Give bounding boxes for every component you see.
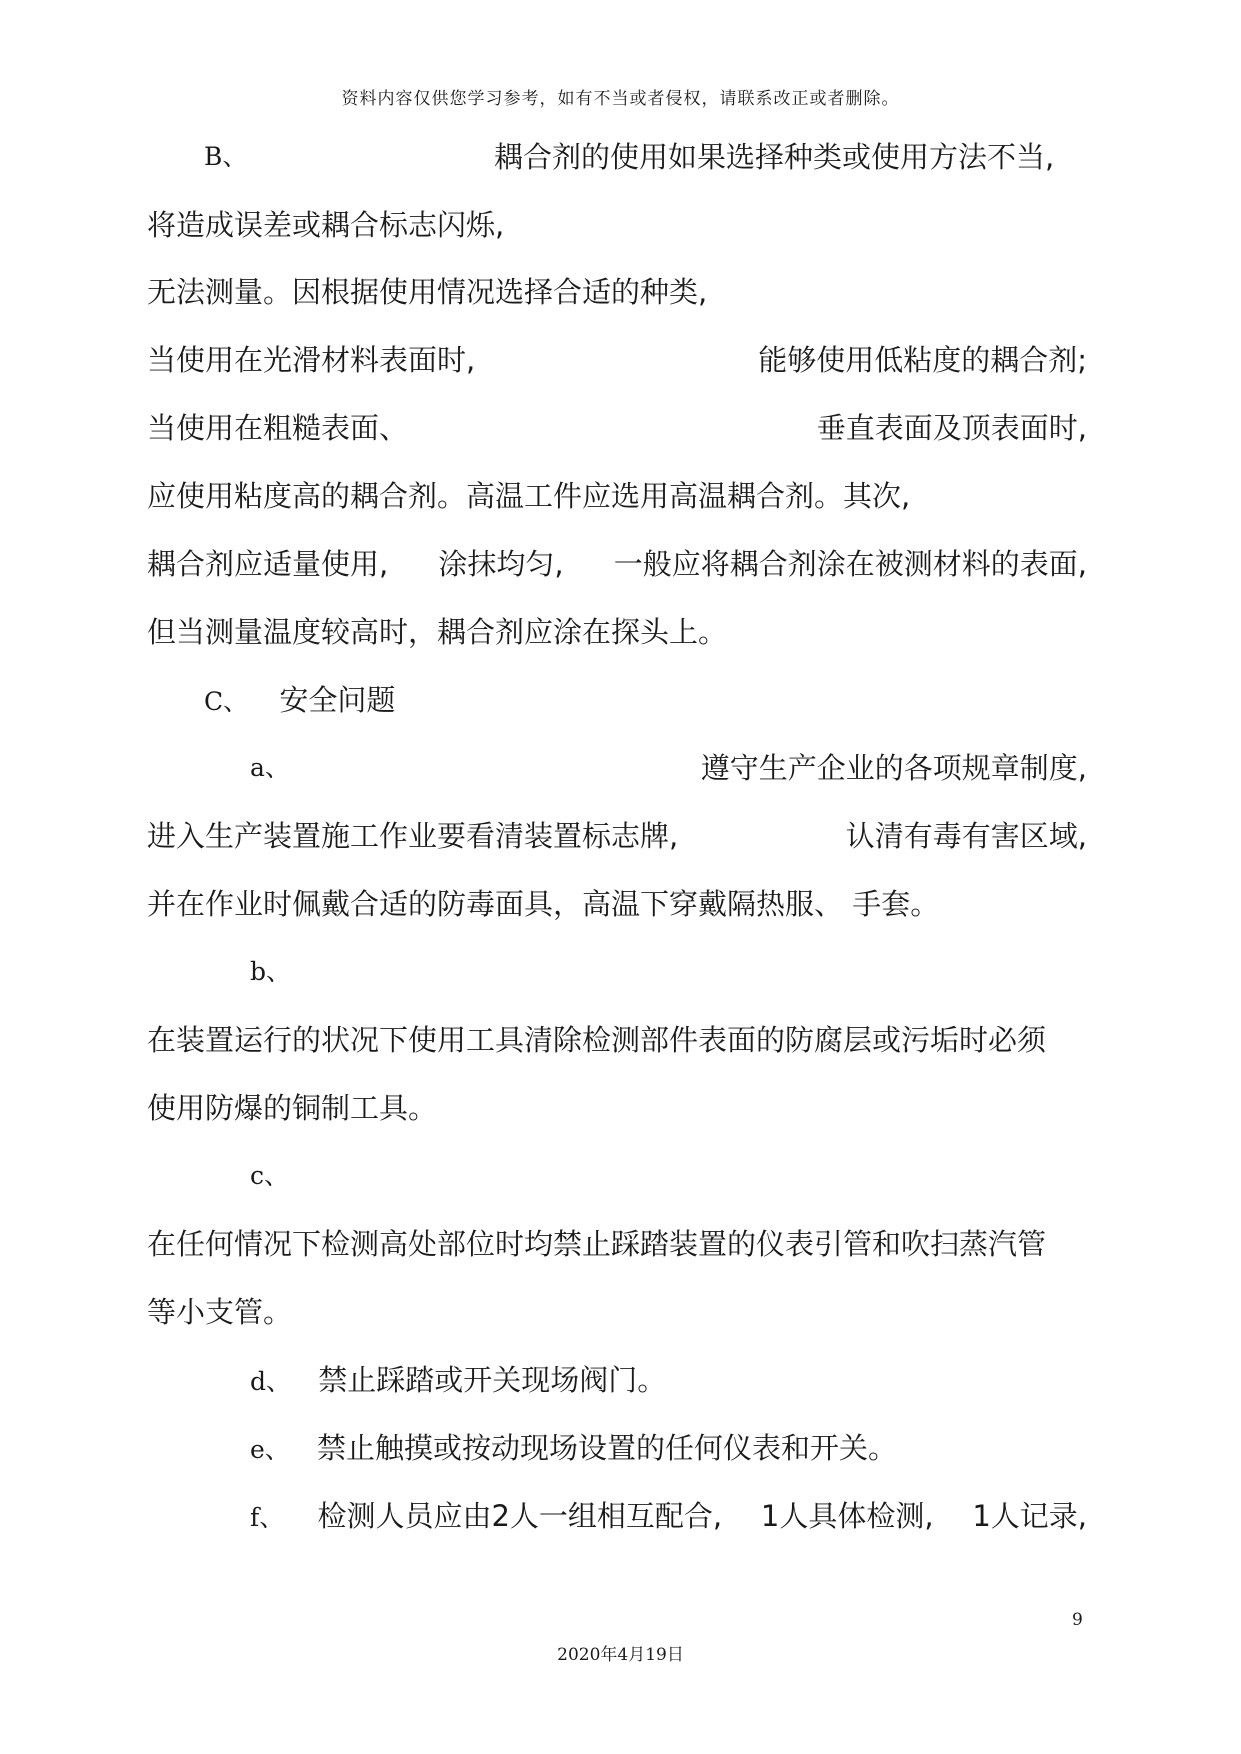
paragraph-line: 将造成误差或耦合标志闪烁, [147, 208, 505, 242]
section-heading [204, 683, 395, 719]
paragraph-line: 无法测量。因根据使用情况选择合适的种类, [147, 275, 708, 309]
list-item [250, 1499, 1087, 1535]
text-segment: 当使用在粗糙表面、 [147, 411, 409, 445]
item-text: 禁止触摸或按动现场设置的任何仪表和开关。 [317, 1431, 898, 1465]
paragraph-line: 并在作业时佩戴合适的防毒面具，高温下穿戴隔热服、 手套。 [147, 887, 940, 921]
item-text: 检测人员应由2人一组相互配合, [317, 1499, 723, 1533]
item-marker: f、 [250, 1503, 285, 1532]
paragraph-line: 应使用粘度高的耦合剂。高温工件应选用高温耦合剂。其次, [147, 479, 911, 513]
item-marker: C、 [204, 687, 249, 716]
list-item [250, 1363, 666, 1399]
footer-date: 2020年4月19日 [557, 1645, 684, 1665]
list-item [250, 1431, 897, 1467]
text-segment: 涂抹均匀, [438, 547, 564, 581]
text-segment: 一般应将耦合剂涂在被测材料的表面, [613, 547, 1087, 581]
text-segment: 当使用在光滑材料表面时, [147, 343, 476, 377]
item-marker: c、 [250, 1161, 290, 1190]
paragraph-line [147, 343, 1087, 377]
page-number: 9 [1072, 1610, 1083, 1630]
text-segment: 进入生产装置施工作业要看清装置标志牌, [147, 819, 679, 853]
item-marker: b、 [250, 957, 292, 986]
item-marker: a、 [250, 753, 290, 782]
item-lead [250, 1499, 722, 1535]
paragraph-line: 等小支管。 [147, 1295, 293, 1329]
item-marker: d、 [250, 1367, 292, 1396]
item-text: 禁止踩踏或开关现场阀门。 [318, 1363, 667, 1397]
text-segment: 能够使用低粘度的耦合剂; [758, 343, 1087, 377]
paragraph-line: 在任何情况下检测高处部位时均禁止踩踏装置的仪表引管和吹扫蒸汽管 [147, 1227, 1047, 1261]
text-segment: 耦合剂应适量使用, [147, 547, 389, 581]
paragraph-line: 使用防爆的铜制工具。 [147, 1091, 438, 1125]
item-marker: B、 [204, 142, 248, 171]
item-text: 耦合剂的使用如果选择种类或使用方法不当, [494, 140, 1055, 174]
item-text: 1人具体检测, [760, 1499, 934, 1533]
paragraph-line [147, 547, 1087, 581]
text-segment: 认清有毒有害区域, [845, 819, 1087, 853]
text-segment: 垂直表面及顶表面时, [816, 411, 1087, 445]
section-title: 安全问题 [279, 683, 396, 717]
header-notice: 资料内容仅供您学习参考，如有不当或者侵权，请联系改正或者删除。 [341, 89, 900, 109]
paragraph-line: 在装置运行的状况下使用工具清除检测部件表面的防腐层或污垢时必须 [147, 1023, 1047, 1057]
item-text: 1人记录, [972, 1499, 1087, 1533]
paragraph-line: 但当测量温度较高时，耦合剂应涂在探头上。 [147, 615, 728, 649]
item-marker: e、 [250, 1435, 290, 1464]
item-text: 遵守生产企业的各项规章制度, [700, 751, 1087, 785]
paragraph-line [147, 819, 1087, 853]
paragraph-line [147, 411, 1087, 445]
